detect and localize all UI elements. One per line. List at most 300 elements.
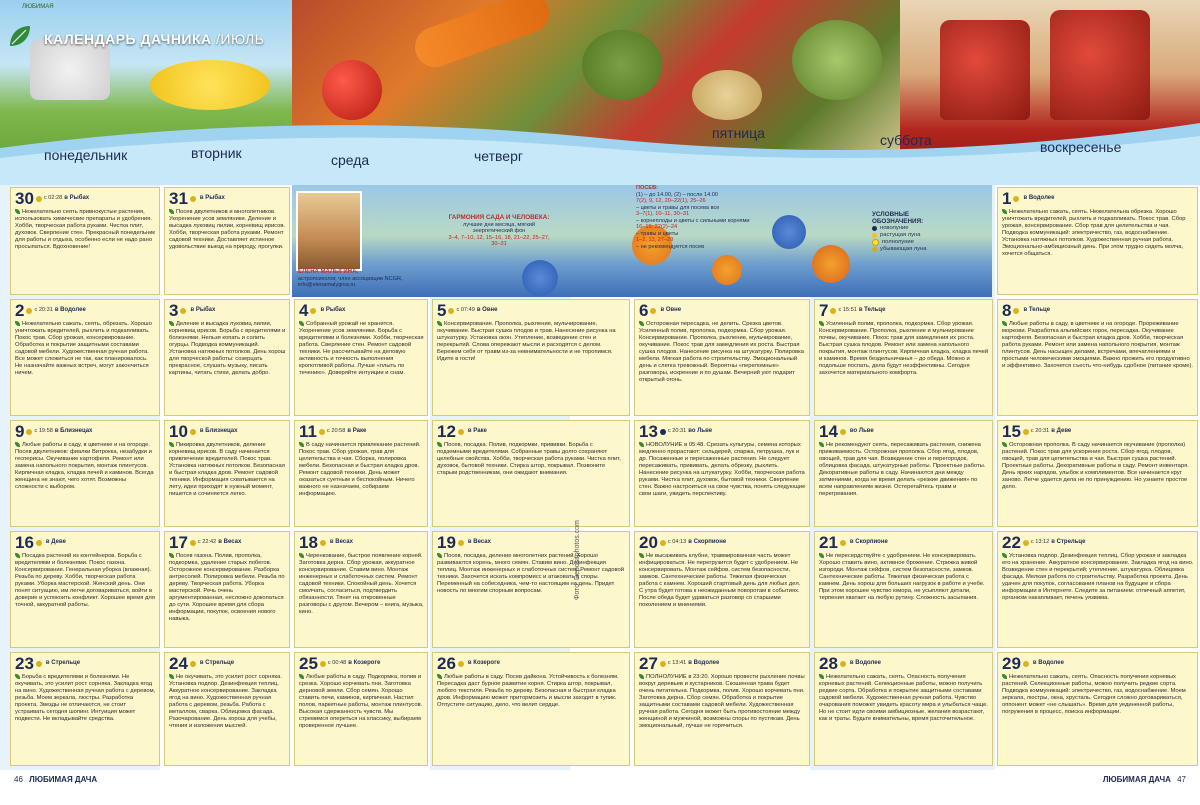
day-cell bbox=[814, 531, 993, 648]
moon-phase-icon bbox=[319, 429, 325, 435]
day-number: 14 bbox=[819, 422, 838, 441]
day-cell bbox=[432, 652, 630, 766]
day-number: 13 bbox=[639, 422, 658, 441]
day-recommendations: Любые работы в саду. Подкормка, полив и срезка. Хорошо корчевать пни. Заготовка дерновой земли. Сбор семян. Хорошо ставить печи, каминов, кирпичная. Настил полов, паркетные работы, монтаж плинтусов. Высокая сдержанность чувств. Мы стремимся опереться на классику, выбираем проверенное лучшее. bbox=[299, 674, 423, 730]
day-cell bbox=[997, 531, 1198, 648]
leaf-logo-icon bbox=[8, 24, 32, 48]
day-cell bbox=[997, 652, 1198, 766]
day-recommendations: Нежелательно сажать, сеять, обрезать. Хорошо уничтожать вредителей, рыхлить и подкапливать. Покос трав. Сбор урожая, консервирование. Обработка и покрытие защитными составами садовой мебели. Художественная ручная работа. Все может сложиться не так, как планировалось. Не назначайте важных встреч, могут закончиться ничем. bbox=[15, 321, 152, 377]
waxing-moon-icon bbox=[872, 233, 877, 238]
sowing-title: ПОСЕВ: bbox=[636, 185, 659, 191]
jar-left bbox=[940, 20, 1030, 120]
day-text bbox=[169, 674, 286, 730]
day-number: 11 bbox=[299, 422, 317, 441]
day-text bbox=[819, 553, 989, 602]
day-text bbox=[299, 442, 424, 498]
day-cell bbox=[997, 187, 1198, 295]
day-header bbox=[169, 423, 286, 440]
moon-phase-icon bbox=[190, 661, 196, 667]
moon-phase-icon bbox=[650, 308, 656, 314]
day-cell bbox=[164, 420, 290, 527]
legend-label-new: новолуние bbox=[880, 225, 909, 231]
day-recommendations: Нежелательно сажать, сеять. Опасность получения корневых растений. Селекционные работы, можно получить редкие сорта. Обработка и покрытие защитными составами садовой мебели. Художественная ручная работа. Чувство очарования поможет увидеть красоту мира и улыбаться чаще. Но не стоит идти своими амбициозные, желания возрастают, как и траты. Будьте внимательны, время расточительное. bbox=[819, 674, 988, 723]
day-cell bbox=[997, 420, 1198, 527]
harmony-text: лучшие дни месяца, мягкий энергетический фон bbox=[462, 221, 536, 234]
day-text bbox=[169, 442, 286, 498]
day-text bbox=[437, 553, 626, 595]
leaf-icon bbox=[639, 553, 644, 558]
day-number: 12 bbox=[437, 422, 456, 441]
day-header bbox=[169, 302, 286, 319]
page-number-left: 46 bbox=[14, 775, 23, 784]
moon-sign: в Рыбах bbox=[190, 307, 216, 313]
moon-phase-icon bbox=[660, 429, 666, 435]
day-text bbox=[1002, 553, 1194, 602]
day-cell bbox=[294, 652, 428, 766]
moon-phase-icon bbox=[448, 308, 454, 314]
day-recommendations: Нежелательно сеять привнокустые растения, использовать химические препараты и удобрения. Хобби, творческая работа руками. Чистка плит, духовок. Сверление стен. Прекрасный понедельник для работы и отдыха, особенно если не надо рано просыпаться. Вдохновение! bbox=[15, 209, 155, 251]
day-number: 6 bbox=[639, 301, 649, 320]
day-number: 20 bbox=[639, 533, 658, 552]
day-header bbox=[15, 534, 156, 551]
day-recommendations: Усиленный полив, прополка, подкормка. Сбор урожая. Консервирование. Прополка, рыхление и мульчирование почвы, окучивание. Покос трав для замедления их роста. Быстрая сушка плодов. Ремонт или замена напольного покрытия, монтаж плинтусов. Кирпичная кладка, кладка печей и каминов. Время бездельничанья – до обеда. Можно и подольше поспать, дела будут неэффективны. Сегодня захочется материального комфорта. bbox=[819, 321, 989, 377]
day-cell bbox=[432, 299, 630, 416]
flower-5 bbox=[522, 260, 558, 296]
footer-right bbox=[1103, 775, 1186, 784]
day-number: 26 bbox=[437, 654, 456, 673]
legend-label-waxing: растущая луна bbox=[880, 232, 921, 238]
leaf-icon bbox=[299, 321, 304, 326]
moon-sign: в Рыбах bbox=[64, 195, 90, 201]
moon-time: с 15:51 bbox=[838, 307, 857, 313]
day-text bbox=[299, 674, 424, 730]
title-month: /ИЮЛЬ bbox=[216, 31, 265, 47]
day-text bbox=[15, 553, 156, 609]
flowers bbox=[150, 60, 270, 110]
carrot bbox=[409, 0, 554, 73]
day-number: 16 bbox=[15, 533, 34, 552]
logo-text: ЛЮБИМАЯ bbox=[22, 4, 54, 10]
leaf-icon bbox=[15, 553, 20, 558]
legend-item-new bbox=[872, 225, 962, 232]
sowing-days1: 7(2), 9, 12, 20–22(1), 25–26 bbox=[636, 198, 706, 204]
day-header bbox=[819, 302, 989, 319]
moon-phase-icon bbox=[660, 540, 666, 546]
day-text bbox=[819, 674, 989, 723]
moon-phase-icon bbox=[840, 661, 846, 667]
flower-4 bbox=[812, 245, 850, 283]
full-moon-icon bbox=[872, 239, 879, 246]
moon-phase-icon bbox=[1023, 661, 1029, 667]
leaf-icon bbox=[437, 674, 442, 679]
moon-time: с 20:31 bbox=[667, 428, 687, 434]
day-cell bbox=[634, 652, 810, 766]
day-cell bbox=[10, 187, 160, 295]
leaf-icon bbox=[1002, 553, 1007, 558]
day-cell bbox=[432, 531, 630, 648]
day-text bbox=[639, 442, 806, 498]
day-text bbox=[639, 321, 806, 384]
sowing-line2: – цветы и травы для посева все bbox=[636, 204, 720, 211]
day-recommendations: Установка подпор. Дезинфекция теплиц. Сбор урожая и закладка его на хранение. Аккуратное консервирование. Закладка ягод на вино. Возведение стен и перекрытий; утепление, штукатурка. Облицовка фасада. Мелкая работа по строительству. Разработка проекта. День удачен для покупок, согласования планов на будущее и сбора информации в Интернете. Следите за питанием: отличный аппетит, организм накапливает, печень уязвима. bbox=[1002, 553, 1194, 602]
sowing-days2: 3–7(1), 10–11, 30–31 bbox=[636, 211, 690, 217]
day-header bbox=[15, 190, 156, 207]
day-number: 5 bbox=[437, 301, 447, 320]
day-recommendations: Посадка растений из контейнеров. Борьба с вредителями и болезнями. Покос газона. Консервирование. Генеральная уборка (влажная). Резьба по дереву. Хобби, творческая работа руками. Уборка мастерской. Женский день. Они понят ситуацию, им легче договариваться, войти в доверие и успокоить конфликт. Хорошее время для точной, аккуратной работы. bbox=[15, 553, 155, 609]
moon-sign: в Стрельце bbox=[199, 660, 235, 666]
leaf-icon bbox=[1002, 674, 1007, 679]
moon-sign: в Водолее bbox=[849, 660, 881, 666]
harmony-block bbox=[444, 215, 554, 248]
moon-sign: в Тельце bbox=[1023, 307, 1051, 313]
moon-time: с 20:31 bbox=[34, 307, 53, 313]
title-main: КАЛЕНДАРЬ ДАЧНИКА bbox=[44, 31, 212, 47]
moon-phase-icon bbox=[190, 540, 196, 546]
moon-phase-icon bbox=[840, 429, 846, 435]
leaf-icon bbox=[819, 674, 824, 679]
day-recommendations: Консервирование. Прополка, рыхление, мульчирование, окучивание. Быстрая сушка плодов и трав. Нанесение рисунка на штукатурку. Установка окон. Утепление, возведение стен и перекрытий. Слова опережают мысли и расходятся с делом. Бережем себя от травм из-за невнимательности и не торопимся. Идите в гости! bbox=[437, 321, 616, 363]
day-header bbox=[299, 302, 424, 319]
day-text bbox=[1002, 442, 1194, 491]
weekday-monday: понедельник bbox=[44, 147, 128, 163]
day-cell bbox=[814, 420, 993, 527]
day-number: 29 bbox=[1002, 654, 1021, 673]
day-recommendations: Не пересердствуйте с удобрением. Не консервировать. Хорошо ставить вино, активное брожение. Стрижка живой изгороди. Монтаж сейфов, систем безопасности, замков. Сантехнические работы. Тяжелая физическая работа с камнем. День хорош для больших нагрузок в работе и учебе. При этом хорошее чувство юмора, не усыпляют детали, терпения хватает на любую рутину. Сложность засыпания. bbox=[819, 553, 985, 602]
moon-phase-icon bbox=[660, 661, 666, 667]
day-cell bbox=[10, 652, 160, 766]
day-header bbox=[299, 655, 424, 672]
moon-phase-icon bbox=[458, 661, 464, 667]
day-recommendations: Нежелательно сажать, сеять. Нежелательна обрезка. Хорошо уничтожать вредителей, рыхлить и подкапливать. Покос трав. Сбор урожая, консервирование. Сбор трав для целительства и чая. Подводка коммуникаций: электричество, газ, водоснабжение. Установка натяжных потолков. Художественная ручная работа. Эмоционально-амбициозный день. При этом трудно сидеть молча, хочется общаться. bbox=[1002, 209, 1186, 258]
moon-sign: в Близнецах bbox=[199, 428, 238, 434]
day-text bbox=[15, 674, 156, 723]
moon-phase-icon bbox=[1013, 196, 1019, 202]
day-number: 8 bbox=[1002, 301, 1012, 320]
day-recommendations: Любые работы в саду. Посев дайкона. Устойчивость к болезням. Пересадка даст бурное развитие корня. Стирка штор, покрывал, любого текстиля. Резьба по дереву. Безопасная и быстрая кладка дров. Информацию может притормозить и мысли заходят в тупик. Отпустите ситуацию, дело, что велит сердце. bbox=[437, 674, 619, 709]
moon-phase-icon bbox=[36, 540, 42, 546]
moon-time: с 02:28 bbox=[43, 195, 63, 201]
moon-sign: в Деве bbox=[1051, 428, 1072, 434]
leaf-icon bbox=[169, 553, 174, 558]
moon-sign: в Козероге bbox=[348, 660, 381, 666]
day-text bbox=[639, 674, 806, 730]
day-header bbox=[639, 534, 806, 551]
day-text bbox=[15, 442, 156, 491]
day-number: 22 bbox=[1002, 533, 1021, 552]
legend-item-waxing bbox=[872, 232, 962, 239]
moon-phase-icon bbox=[1023, 429, 1029, 435]
day-text bbox=[1002, 321, 1194, 370]
moon-sign: в Раке bbox=[467, 428, 487, 434]
moon-phase-icon bbox=[180, 308, 186, 314]
day-header bbox=[819, 423, 989, 440]
day-cell bbox=[10, 299, 160, 416]
moon-phase-icon bbox=[1013, 308, 1019, 314]
day-header bbox=[437, 423, 626, 440]
moon-time: с 22:42 bbox=[197, 539, 217, 545]
day-header bbox=[639, 302, 806, 319]
leaf-icon bbox=[639, 674, 644, 679]
day-header bbox=[15, 655, 156, 672]
tomato bbox=[322, 60, 382, 120]
day-header bbox=[1002, 302, 1194, 319]
day-text bbox=[819, 321, 989, 377]
moon-phase-icon bbox=[458, 540, 464, 546]
day-number: 30 bbox=[15, 189, 34, 208]
leaf-icon bbox=[819, 442, 824, 447]
day-number: 2 bbox=[15, 301, 25, 320]
day-header bbox=[1002, 423, 1194, 440]
magazine-name-right: ЛЮБИМАЯ ДАЧА bbox=[1102, 775, 1171, 784]
leaf-icon bbox=[1002, 442, 1007, 447]
day-recommendations: Посев газона. Полив, прополка, подкормка, удаление старых побегов. Осторожное консервирование. Разборка антресолей. Полировка мебели. Резьба по дереву. Творческая работа. Уборка мастерской. Речь очень аргументированная, несложно докопаться до сути. Хорошее время для сбора информации, покупок, освоения нового навыка. bbox=[169, 553, 285, 623]
moon-time: с 00:48 bbox=[327, 660, 347, 666]
day-text bbox=[639, 553, 806, 609]
moon-sign: в Близнецах bbox=[54, 428, 93, 434]
moon-phase-icon bbox=[26, 429, 32, 435]
moon-phase-icon bbox=[36, 196, 42, 202]
page-title bbox=[44, 31, 264, 47]
harmony-days: 3–4, 7–10, 12, 15–16, 18, 21–22, 25–27, 30–31 bbox=[448, 234, 550, 247]
moon-sign: во Льве bbox=[849, 428, 874, 434]
day-recommendations: Черенкование, быстрое появление корней. Заготовка дерна. Сбор урожая, аккуратное консервирование. Ставим вино. Монтаж инженерных и слаботочных систем. Ремонт садовой техники. Спокойный день. Хочется смолчать, согласиться, подтвердить обязанности. Тянет на откровенные разговоры с другом. Вечером – книга, музыка, кино. bbox=[299, 553, 424, 616]
sowing-line4: – травы и цветы bbox=[636, 230, 679, 237]
moon-phase-icon bbox=[840, 540, 846, 546]
author-photo bbox=[296, 191, 362, 271]
leaf-icon bbox=[1002, 209, 1007, 214]
day-number: 4 bbox=[299, 301, 309, 320]
day-cell bbox=[432, 420, 630, 527]
day-recommendations: Посев двулетников и многолетников. Укоренение усов земляники. Деление и высадка луковиц лилии, корневищ ирисов. Хобби, творческая работа руками. Ремонт садовой техники. Доставляет истинное удовольствие выезд на природу, прогулки. bbox=[169, 209, 286, 251]
leaf-icon bbox=[437, 553, 442, 558]
day-cell bbox=[164, 531, 290, 648]
moon-sign: в Весах bbox=[467, 539, 491, 545]
legend-block bbox=[872, 211, 962, 253]
day-header bbox=[15, 423, 156, 440]
moon-phase-icon bbox=[190, 196, 196, 202]
sowing-days3: 16–19, 22(2)–24 bbox=[636, 224, 678, 230]
moon-time: с 07:49 bbox=[456, 307, 475, 313]
footer-left bbox=[14, 775, 97, 784]
day-number: 1 bbox=[1002, 189, 1012, 208]
day-recommendations: В саду начинается привлекание растений. Покос трав. Сбор урожая, трав для целительства и чая. Сборка, полировка мебели. Безопасная и быстрая кладка дров. Ремонт садовой техники. День может оказаться суетным и беспокойным. Ничего важного не назначаем, собираем информацию. bbox=[299, 442, 421, 498]
legend-label-waning: убывающая луна bbox=[880, 246, 927, 252]
day-cell bbox=[634, 531, 810, 648]
leaf-icon bbox=[819, 321, 824, 326]
leaf-icon bbox=[15, 442, 20, 447]
leaf-icon bbox=[15, 674, 20, 679]
moon-phase-icon bbox=[320, 661, 326, 667]
day-text bbox=[169, 553, 286, 623]
moon-sign: в Скорпионе bbox=[849, 539, 888, 545]
day-number: 24 bbox=[169, 654, 188, 673]
day-recommendations: Не высаживать клубни, травмированная часть может инфицироваться. Не перегрузится будет с удобрением. Не консервировать. Монтаж сейфов, систем безопасности, замков. Сантехнические работы. Тяжелая физическая работа с камнем. Хороший стартовый день для любых дел. С утра будет готова к неожиданным поворотам в событиях. После обеда будет удаваться разговор со старшими поколением и мнениями. bbox=[639, 553, 801, 609]
day-number: 28 bbox=[819, 654, 838, 673]
day-text bbox=[15, 209, 156, 251]
day-header bbox=[1002, 190, 1194, 207]
leaf-icon bbox=[437, 321, 442, 326]
day-text bbox=[299, 553, 424, 616]
moon-sign: в Овне bbox=[660, 307, 682, 313]
day-number: 9 bbox=[15, 422, 25, 441]
day-cell bbox=[10, 420, 160, 527]
day-cell bbox=[294, 531, 428, 648]
day-cell bbox=[814, 652, 993, 766]
leaf-icon bbox=[639, 442, 644, 447]
flower-2 bbox=[712, 255, 742, 285]
sowing-line1: (1) – до 14.00, (2) – после 14.00 bbox=[636, 191, 719, 198]
day-recommendations: Осторожная пересадка, не делить. Срезка цветов. Усиленный полив, прополка, подкормка. Сбор урожая. Консервирование. Прополка, рыхление, мульчирование, окучивание. Покос трав для замедления их роста. Быстрая сушка плодов. Нанесение рисунка на штукатурку. Полировка мебели. Мягкая работа по строительству. Эмоциональный день и слегка тревожный. Вероятны «переломные» разговоры, искренние и по душам. Вечерний уют подарит открытый огонь. bbox=[639, 321, 805, 384]
weekday-tuesday: вторник bbox=[191, 145, 242, 161]
day-text bbox=[1002, 674, 1194, 716]
sowing-days4: 1–2, 13, 27–29 bbox=[636, 237, 674, 243]
day-recommendations: Не окучивать, это усилит рост сорняка. Установка подпор. Дезинфекция теплиц. Аккуратное консервирование. Закладка ягод на вино. Художественная ручная работа с деревом, резьба. Работа с металлом, сварка. Облицовка фасада. Разочарование. День хорош для учебы, чтения и изложения мыслей. bbox=[169, 674, 282, 730]
day-recommendations: Любые работы в саду, в цветнике и на огороде. Прореживание моркови. Разработка альпийских горок, пересадка. Окучивание картофеля. Безопасная и быстрая кладка дров. Хобби, творческая работа руками. Ремонт или замена напольного покрытия, монтаж плинтусов. День насыщен делами, встречами, впечатлениями и простыми человеческими эмоциями. Важно прожить его продуктивно и эффективно. Захочется съесть что-нибудь сдобное (питание кроме). bbox=[1002, 321, 1193, 370]
day-text bbox=[169, 321, 286, 377]
day-cell bbox=[814, 299, 993, 416]
magazine-name-left: ЛЮБИМАЯ ДАЧА bbox=[29, 775, 98, 784]
legend-label-full: полнолуние bbox=[882, 239, 914, 245]
day-header bbox=[169, 534, 286, 551]
day-recommendations: ПОЛНОЛУНИЕ в 23:20. Хорошо провести рыхление почвы вокруг деревьев и кустарников. Скошенная трава будет очень питательна. Подкормка, полив. Хорошо корчевать пни. Заготовка дерна. Сбор семян. Обработка и покрытие защитными составами садовой мебели. Художественная ручная работа. Сегодня может быть противостояние между женщиной и мужчиной, возможны споры по пустякам. День эмоциональный, лучше не горячиться. bbox=[639, 674, 805, 730]
weekday-thursday: четверг bbox=[474, 148, 523, 164]
day-text bbox=[15, 321, 156, 377]
day-number: 15 bbox=[1002, 422, 1021, 441]
day-number: 3 bbox=[169, 301, 179, 320]
leaf-icon bbox=[299, 442, 304, 447]
moon-sign: в Тельце bbox=[858, 307, 886, 313]
watering-can bbox=[30, 40, 110, 100]
moon-phase-icon bbox=[26, 308, 32, 314]
weekday-friday: пятница bbox=[712, 125, 765, 141]
day-number: 25 bbox=[299, 654, 318, 673]
new-moon-icon bbox=[872, 226, 877, 231]
day-recommendations: Осторожная прополка. В саду начинается окучивание (прополка) растений. Покос трав для ускорения роста. Сбор ягод, плодов, овощей, трав для целительства и чая. Быстрая сушка растений. Проектные работы. Декоративные работы в саду. Ремонт инвентаря. День ярких нарядов, улыбок и комплиментов. Все начинается круг заново. Легче удается дела не по принуждению. Но узнаете простое дело. bbox=[1002, 442, 1189, 491]
weekday-sunday: воскресенье bbox=[1040, 139, 1122, 155]
day-header bbox=[169, 190, 286, 207]
day-number: 31 bbox=[169, 189, 188, 208]
day-header bbox=[437, 302, 626, 319]
day-cell bbox=[10, 531, 160, 648]
day-recommendations: Посев, посадка. Полив, подкормки, прививки. Борьба с подземными вредителями. Собранные травы долго сохраняют целебные свойства. Хобби, творческая работа руками. Чистка плит, духовок, бытовой техники. Стирка штор, покрывал. Позвоните старым родственникам, они ожидают внимания. bbox=[437, 442, 621, 477]
day-header bbox=[819, 655, 989, 672]
legend-item-full bbox=[872, 239, 962, 246]
day-header bbox=[819, 534, 989, 551]
day-header bbox=[639, 655, 806, 672]
moon-phase-icon bbox=[830, 308, 836, 314]
day-number: 7 bbox=[819, 301, 829, 320]
moon-sign: в Весах bbox=[218, 539, 242, 545]
day-header bbox=[1002, 534, 1194, 551]
day-recommendations: Собранный урожай не хранится. Укоренение усов земляники. Борьба с вредителями и болезнями. Хобби, творческая работа. Сверление стен. Ремонт садовой техники. Не рассчитывайте на деловую активность и точность выполнения кропотливой работы. Лучше «плыть по течению». Доверяйте интуиции и снам. bbox=[299, 321, 424, 377]
jar-right bbox=[1050, 10, 1150, 120]
day-cell bbox=[294, 299, 428, 416]
moon-phase-icon bbox=[320, 540, 326, 546]
moon-time: с 04:13 bbox=[667, 539, 687, 545]
weekday-band bbox=[0, 118, 1200, 185]
sowing-line5: – не рекомендуется посев bbox=[636, 243, 705, 250]
day-recommendations: НОВОЛУНИЕ в 05:48. Срезать культуры, семена которых медленно прорастают: сельдерей, спаржа, петрушка, лук и др. Посаженные и пересаженные растения. Не следует пересаживать, прививать, делать обрезку, рыхлить. Нанесение рисунка на штукатурку. Хобби, творческая работа руками. Чистка плит, духовок, бытовой техники. Сверление стен. Важно настроиться на свои чувства, понять следующие свои шаги, увидеть перспективу. bbox=[639, 442, 806, 498]
day-header bbox=[299, 423, 424, 440]
day-header bbox=[437, 655, 626, 672]
moon-time: с 20:31 bbox=[1030, 428, 1050, 434]
moon-sign: в Стрельце bbox=[1051, 539, 1086, 545]
leaf-icon bbox=[639, 321, 644, 326]
day-text bbox=[1002, 209, 1194, 258]
info-banner bbox=[292, 185, 992, 297]
day-text bbox=[437, 442, 626, 477]
day-recommendations: Посев, посадка, деление многолетних растений. Хорошо развиваются корень, много семян. Ставим вино. Дезинфекция теплиц. Монтаж инженерных и слаботочных систем. Ремонт садовой техники. Захочется искать компромисс и атаковать в споры. Переменный на собеседника, чем-то настоящим на день. Придет новость по многим спорным вопросам. bbox=[437, 553, 624, 595]
leaf-icon bbox=[299, 674, 304, 679]
day-text bbox=[437, 674, 626, 709]
day-cell bbox=[164, 187, 290, 295]
leaf-icon bbox=[299, 553, 304, 558]
day-number: 10 bbox=[169, 422, 188, 441]
day-text bbox=[819, 442, 989, 498]
leaf-icon bbox=[169, 209, 174, 214]
leaf-icon bbox=[15, 209, 20, 214]
photo-credit: Фото: Depositphotos.com bbox=[574, 520, 581, 600]
day-number: 21 bbox=[819, 533, 838, 552]
day-cell bbox=[997, 299, 1198, 416]
moon-sign: в Водолее bbox=[688, 660, 720, 666]
greens bbox=[582, 30, 662, 100]
day-cell bbox=[634, 299, 810, 416]
moon-phase-icon bbox=[1023, 540, 1029, 546]
day-recommendations: Любые работы в саду, в цветнике и на огороде. Посев двулетников: фиалки Витрокка, незабудки и гесперисы. Окучивание картофеля. Ремонт или замена напольного покрытия, монтаж плинтусов. Кирпичная кладка, кладка печей и каминов. Всегда женщина не знают, чего хотят. Возможны сложности с выбором. bbox=[15, 442, 154, 491]
moon-phase-icon bbox=[36, 661, 42, 667]
day-recommendations: Нежелательно сажать, сеять. Опасность получения корневых растений. Селекционные работы, можно получить редкие сорта. Подводка коммуникаций: электричество, газ, водоснабжение. Моем зеркала, люстры, окна, хрусталь. Сегодня сложно договариваться, оппонент может «не слышать». Время для уединенной работы, погружения в процесс, поиска информации. bbox=[1002, 674, 1186, 716]
potato bbox=[692, 70, 762, 120]
day-number: 23 bbox=[15, 654, 34, 673]
moon-sign: в Овне bbox=[476, 307, 498, 313]
day-recommendations: Борьба с вредителями и болезнями. Не окучивать, это усилит рост сорняка. Закладка ягод на вино. Художественная ручная работа с деревом, резьба. Моем зеркала, люстры. Разработка проекта. Звезды не отличаются, не стоит устраивать сегодня шопинг. Интуиция может подвести. Не вкладывайте средства. bbox=[15, 674, 156, 723]
author-bio: астропсихолог, член ассоциации NCGR, info@elenamalygina.ru bbox=[298, 275, 403, 288]
moon-phase-icon bbox=[310, 308, 316, 314]
weekday-wednesday: среда bbox=[331, 152, 370, 168]
leaf-icon bbox=[1002, 321, 1007, 326]
author-name: ЕЛЕНА МАЛЫГИНА, bbox=[298, 269, 359, 275]
leaf-icon bbox=[169, 442, 174, 447]
moon-sign: в Водолее bbox=[54, 307, 86, 313]
leaf-icon bbox=[437, 442, 442, 447]
moon-sign: в Рыбах bbox=[199, 195, 225, 201]
day-recommendations: Деление и высадка луковиц лилии, корневищ ирисов. Борьба с вредителями и болезнями. Нельзя копать и солить огурцы. Подводка коммуникаций. Установка натяжных потолков. День хорош для творческой работы: созерцать прекрасное, слушать музыку, писать картины, читать стихи, делать добро. bbox=[169, 321, 286, 377]
day-number: 19 bbox=[437, 533, 456, 552]
day-recommendations: Пикировка двулетников, деление корневищ ирисов. В саду начинается привлечение вредителей. Покос трав. Установка натяжных потолков. Безопасная и быстрая кладка дров. Ремонт садовой техники. Информация схватывается на лету, идеи приходят в нужный момент, пишется и сочиняется легко. bbox=[169, 442, 285, 498]
day-text bbox=[437, 321, 626, 363]
day-cell bbox=[634, 420, 810, 527]
day-header bbox=[639, 423, 806, 440]
moon-phase-icon bbox=[190, 429, 196, 435]
day-header bbox=[437, 534, 626, 551]
day-header bbox=[299, 534, 424, 551]
leaf-icon bbox=[819, 553, 824, 558]
day-header bbox=[1002, 655, 1194, 672]
moon-sign: в Козероге bbox=[467, 660, 500, 666]
day-text bbox=[169, 209, 286, 251]
moon-sign: в Водолее bbox=[1032, 660, 1064, 666]
weekday-saturday: суббота bbox=[880, 132, 932, 148]
moon-sign: в Рыбах bbox=[320, 307, 346, 313]
moon-sign: в Водолее bbox=[1023, 195, 1055, 201]
moon-time: с 13:12 bbox=[1030, 539, 1050, 545]
sowing-line3: – корнеплоды и цветы с сильными корнями bbox=[636, 217, 750, 224]
day-text bbox=[299, 321, 424, 377]
day-cell bbox=[164, 652, 290, 766]
moon-sign: в Раке bbox=[347, 428, 367, 434]
cabbage bbox=[792, 20, 882, 100]
